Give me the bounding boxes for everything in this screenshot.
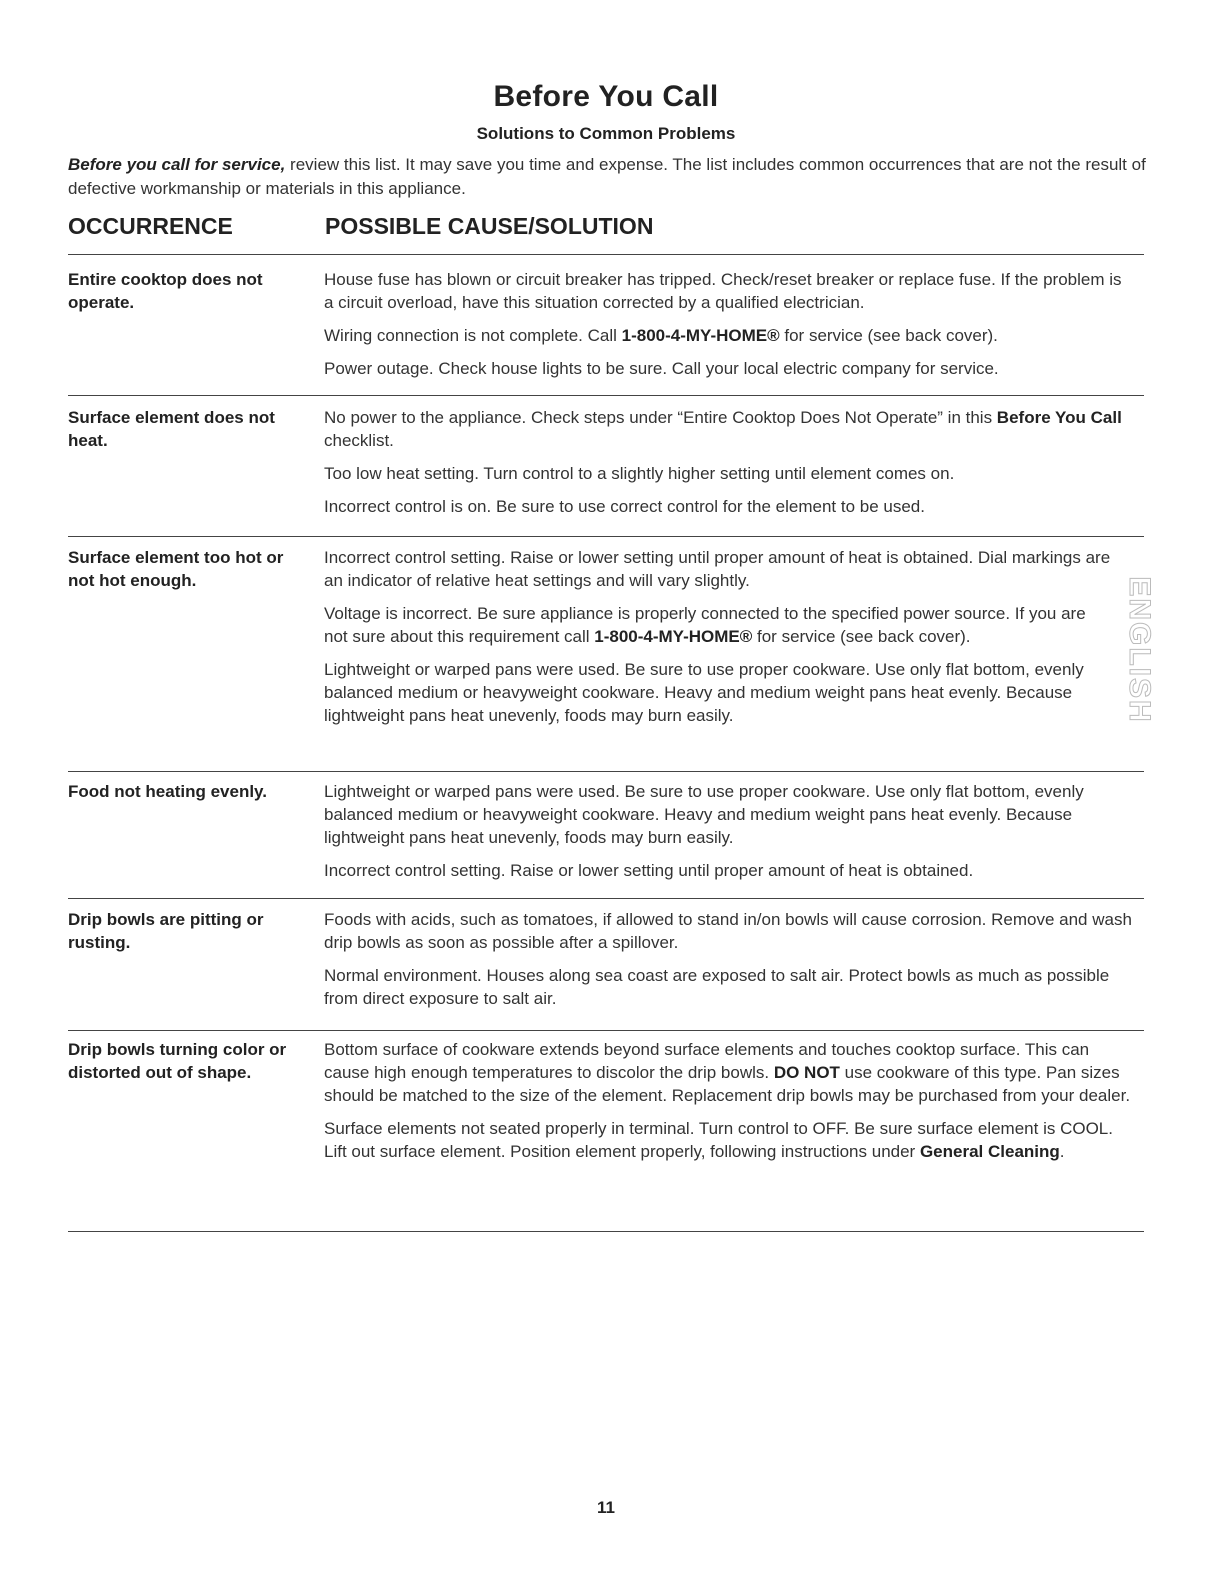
- solution-item: Incorrect control setting. Raise or lower setting until proper amount of heat is obtained. Dial markings are an indicator of relative heat settings and will vary slightly.: [324, 548, 1111, 590]
- solution-item: Foods with acids, such as tomatoes, if allowed to stand in/on bowls will cause corrosion. Remove and wash drip bowls as soon as possible after a spillover.: [324, 910, 1132, 952]
- solution-list: [324, 1038, 1132, 1173]
- page-number: 11: [597, 1498, 615, 1517]
- solution-item: No power to the appliance. Check steps under “Entire Cooktop Does Not Operate” in this Before You Call checklist.: [324, 408, 1122, 450]
- divider: [68, 536, 1144, 537]
- solution-item: House fuse has blown or circuit breaker has tripped. Check/reset breaker or replace fuse. If the problem is a circuit overload, have this situation corrected by a qualified electrician.: [324, 270, 1122, 312]
- solution-item: Normal environment. Houses along sea coast are exposed to salt air. Protect bowls as much as possible from direct exposure to salt air.: [324, 966, 1110, 1008]
- solution-item: Lightweight or warped pans were used. Be sure to use proper cookware. Use only flat bottom, evenly balanced medium or heavyweight cookware. Heavy and medium weight pans heat evenly. Because lightweight pans heat unevenly, foods may burn easily.: [324, 660, 1084, 725]
- solution-list: [324, 268, 1132, 390]
- solution-item: Lightweight or warped pans were used. Be sure to use proper cookware. Use only flat bottom, evenly balanced medium or heavyweight cookware. Heavy and medium weight pans heat evenly. Because lightweight pans heat unevenly, foods may burn easily.: [324, 782, 1084, 847]
- divider: [68, 395, 1144, 396]
- solution-item: Wiring connection is not complete. Call 1-800-4-MY-HOME® for service (see back cover).: [324, 326, 998, 345]
- solution-list: [324, 780, 1094, 892]
- solution-item: Bottom surface of cookware extends beyond surface elements and touches cooktop surface. This can cause high enough temperatures to discolor the drip bowls. DO NOT use cookware of this type. Pan sizes should be matched to the size of the element. Replacement drip bowls may be purchased from your dealer.: [324, 1040, 1131, 1105]
- occurrence-label: Entire cooktop does not operate.: [68, 270, 263, 312]
- occurrence-label: Surface element does not heat.: [68, 408, 275, 450]
- column-header-solution: POSSIBLE CAUSE/SOLUTION: [325, 213, 654, 239]
- divider: [68, 898, 1144, 899]
- occurrence-label: Drip bowls are pitting or rusting.: [68, 910, 264, 952]
- page-subtitle: Solutions to Common Problems: [476, 124, 736, 143]
- solution-item: Surface elements not seated properly in terminal. Turn control to OFF. Be sure surface element is COOL. Lift out surface element. Position element properly, following instructions under General Cleaning.: [324, 1119, 1113, 1161]
- solution-list: [324, 406, 1132, 528]
- page-title: Before You Call: [493, 80, 719, 113]
- solution-item: Incorrect control is on. Be sure to use correct control for the element to be used.: [324, 497, 925, 516]
- occurrence-label: Food not heating evenly.: [68, 782, 267, 801]
- intro-lead: Before you call for service,: [68, 155, 286, 174]
- occurrence-label: Surface element too hot or not hot enough.: [68, 548, 284, 590]
- divider: [68, 1030, 1144, 1031]
- intro-text: review this list. It may save you time and expense. The list includes common occurrences that are not the result of defective workmanship or materials in this appliance.: [68, 155, 1146, 198]
- occurrence-label: Drip bowls turning color or distorted out of shape.: [68, 1040, 287, 1082]
- divider: [68, 1231, 1144, 1232]
- solution-item: Voltage is incorrect. Be sure appliance is properly connected to the specified power source. If you are not sure about this requirement call 1-800-4-MY-HOME® for service (see back cover).: [324, 604, 1086, 646]
- language-tab: [1123, 576, 1156, 724]
- intro-paragraph: [68, 153, 1158, 201]
- divider: [68, 254, 1144, 255]
- solution-item: Too low heat setting. Turn control to a slightly higher setting until element comes on.: [324, 464, 955, 483]
- column-header-occurrence: OCCURRENCE: [68, 213, 233, 239]
- solution-list: [324, 908, 1132, 1020]
- solution-item: Power outage. Check house lights to be sure. Call your local electric company for service.: [324, 359, 999, 378]
- solution-item: Incorrect control setting. Raise or lower setting until proper amount of heat is obtained.: [324, 861, 974, 880]
- divider: [68, 771, 1144, 772]
- solution-list: [324, 546, 1111, 737]
- language-tab-label: ENGLISH: [1123, 576, 1156, 724]
